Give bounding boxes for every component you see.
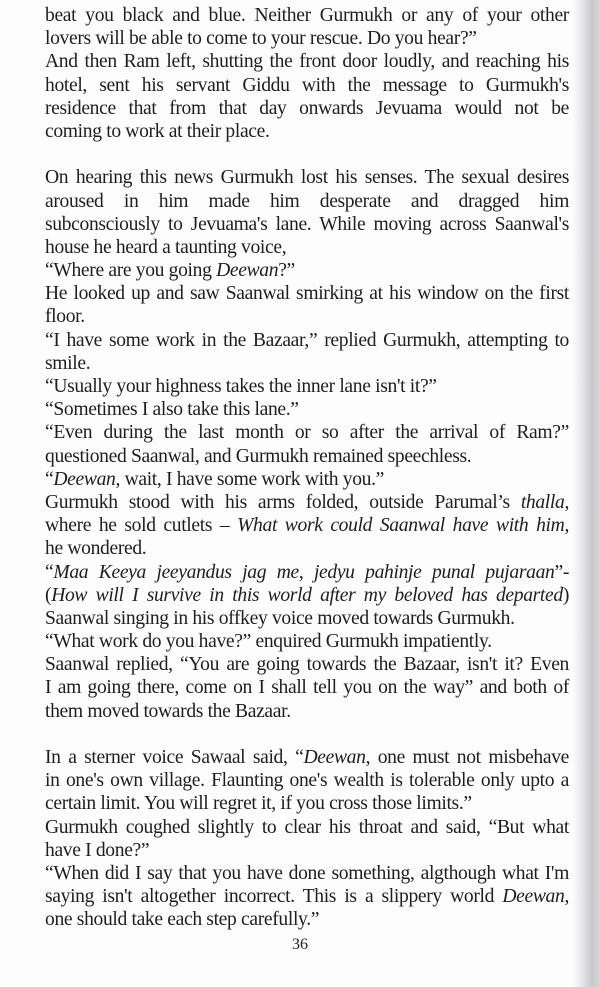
text-segment: And then Ram left, shutting the front door loudly, and reaching his <box>45 51 569 73</box>
text-segment: “When did I say that you have done something, algthough what I'm <box>45 862 569 884</box>
text-segment: he wondered. <box>45 538 147 560</box>
text-segment: floor. <box>45 306 85 328</box>
text-segment: ( <box>45 584 52 606</box>
text-segment: aroused in him made him desperate and dragged him <box>45 190 569 212</box>
text-line <box>45 282 569 305</box>
text-segment: I am going there, come on I shall tell you on the way” and both of <box>45 677 569 699</box>
text-line <box>45 607 569 630</box>
text-line <box>45 50 569 73</box>
text-line <box>45 74 569 97</box>
paragraph-gap <box>45 723 569 746</box>
italic-text-segment: Deewan <box>502 886 565 908</box>
text-segment: Gurmukh stood with his arms folded, outside Parumal’s <box>45 491 521 513</box>
text-segment: smile. <box>45 352 91 374</box>
text-segment: In a sterner voice Sawaal said, “ <box>45 747 304 768</box>
text-line <box>45 700 569 723</box>
text-segment: He looked up and saw Saanwal smirking at his window on the first <box>45 283 569 305</box>
text-line <box>45 4 569 27</box>
text-segment: , <box>564 491 569 513</box>
text-line <box>45 885 569 908</box>
text-line <box>45 352 569 375</box>
text-segment: , wait, I have some work with you.” <box>115 468 384 490</box>
italic-text-segment: thalla <box>520 491 565 513</box>
italic-text-segment: Deewan <box>216 260 279 282</box>
text-line <box>45 97 569 120</box>
text-segment: “I have some work in the Bazaar,” replied Gurmukh, attempting to <box>45 329 569 351</box>
text-segment: , one must not misbehave <box>365 747 569 768</box>
text-line <box>45 421 569 444</box>
text-segment: “ <box>45 561 54 583</box>
text-line <box>45 792 569 815</box>
text-segment: “Usually your highness takes the inner lane isn't it?” <box>45 376 437 397</box>
text-segment: , <box>564 886 569 908</box>
text-line <box>45 537 569 560</box>
text-line <box>45 190 569 213</box>
text-segment: , <box>564 515 569 537</box>
text-segment: questioned Saanwal, and Gurmukh remained speechless. <box>45 445 472 467</box>
text-segment: beat you black and blue. Neither Gurmukh or any of your other <box>45 5 569 26</box>
text-line <box>45 653 569 676</box>
text-segment: where he sold cutlets – <box>45 515 238 537</box>
page-number: 36 <box>292 936 308 953</box>
text-segment: in one's own village. Flaunting one's wealth is tolerable only upto a <box>45 770 569 792</box>
text-segment: one should take each step carefully.” <box>45 909 320 931</box>
italic-text-segment: Maa Keeya jeeyandus jag me, jedyu pahinje punal pujaraan <box>53 561 555 583</box>
text-segment: ) <box>562 584 569 606</box>
text-line <box>45 468 569 491</box>
text-line <box>45 398 569 421</box>
text-segment: Gurmukh coughed slightly to clear his throat and said, “But what <box>45 816 569 838</box>
text-line <box>45 491 569 514</box>
text-line <box>45 676 569 699</box>
text-line <box>45 561 569 584</box>
text-line <box>45 259 569 282</box>
text-segment: subconsciously to Jevuama's lane. While moving across Saanwal's <box>45 213 569 235</box>
text-segment: them moved towards the Bazaar. <box>45 700 291 722</box>
text-segment: ”- <box>554 561 569 583</box>
text-segment: On hearing this news Gurmukh lost his senses. The sexual desires <box>45 167 569 189</box>
text-line <box>45 305 569 328</box>
text-segment: house he heard a taunting voice, <box>45 236 287 258</box>
text-segment: “Even during the last month or so after the arrival of Ram?” <box>45 422 569 444</box>
text-line <box>45 445 569 468</box>
text-line <box>45 166 569 189</box>
text-line <box>45 236 569 259</box>
text-line <box>45 630 569 653</box>
text-line <box>45 746 569 769</box>
italic-text-segment: What work could Saanwal have with him <box>237 515 565 537</box>
text-segment: Saanwal singing in his offkey voice moved towards Gurmukh. <box>45 607 515 629</box>
text-segment: lovers will be able to come to your rescue. Do you hear?” <box>45 28 477 50</box>
text-line <box>45 769 569 792</box>
text-segment: coming to work at their place. <box>45 120 270 142</box>
italic-text-segment: Deewan <box>53 468 116 490</box>
text-segment: ?” <box>278 260 295 282</box>
text-segment: certain limit. You will regret it, if you cross those limits.” <box>45 793 472 815</box>
text-line <box>45 514 569 537</box>
text-line <box>45 908 569 931</box>
text-segment: “Where are you going <box>45 260 217 282</box>
page-body-text <box>45 4 569 932</box>
text-segment: hotel, sent his servant Giddu with the message to Gurmukh's <box>45 74 569 96</box>
text-line <box>45 584 569 607</box>
text-line <box>45 27 569 50</box>
text-line <box>45 375 569 398</box>
text-line <box>45 120 569 143</box>
text-segment: residence that from that day onwards Jevuama would not be <box>45 97 569 119</box>
text-line <box>45 839 569 862</box>
italic-text-segment: How will I survive in this world after my beloved has departed <box>51 584 563 606</box>
text-segment: “ <box>45 468 54 490</box>
text-segment: “What work do you have?” enquired Gurmukh impatiently. <box>45 631 492 653</box>
text-line <box>45 329 569 352</box>
text-segment: Saanwal replied, “You are going towards the Bazaar, isn't it? Even <box>45 654 569 676</box>
book-spine-shadow <box>572 0 600 987</box>
text-line <box>45 816 569 839</box>
text-line <box>45 213 569 236</box>
paragraph-gap <box>45 143 569 166</box>
text-line <box>45 862 569 885</box>
italic-text-segment: Deewan <box>303 747 366 768</box>
text-segment: saying isn't altogether incorrect. This is a slippery world <box>45 886 503 908</box>
text-segment: have I done?” <box>45 839 150 861</box>
text-segment: “Sometimes I also take this lane.” <box>45 399 299 421</box>
